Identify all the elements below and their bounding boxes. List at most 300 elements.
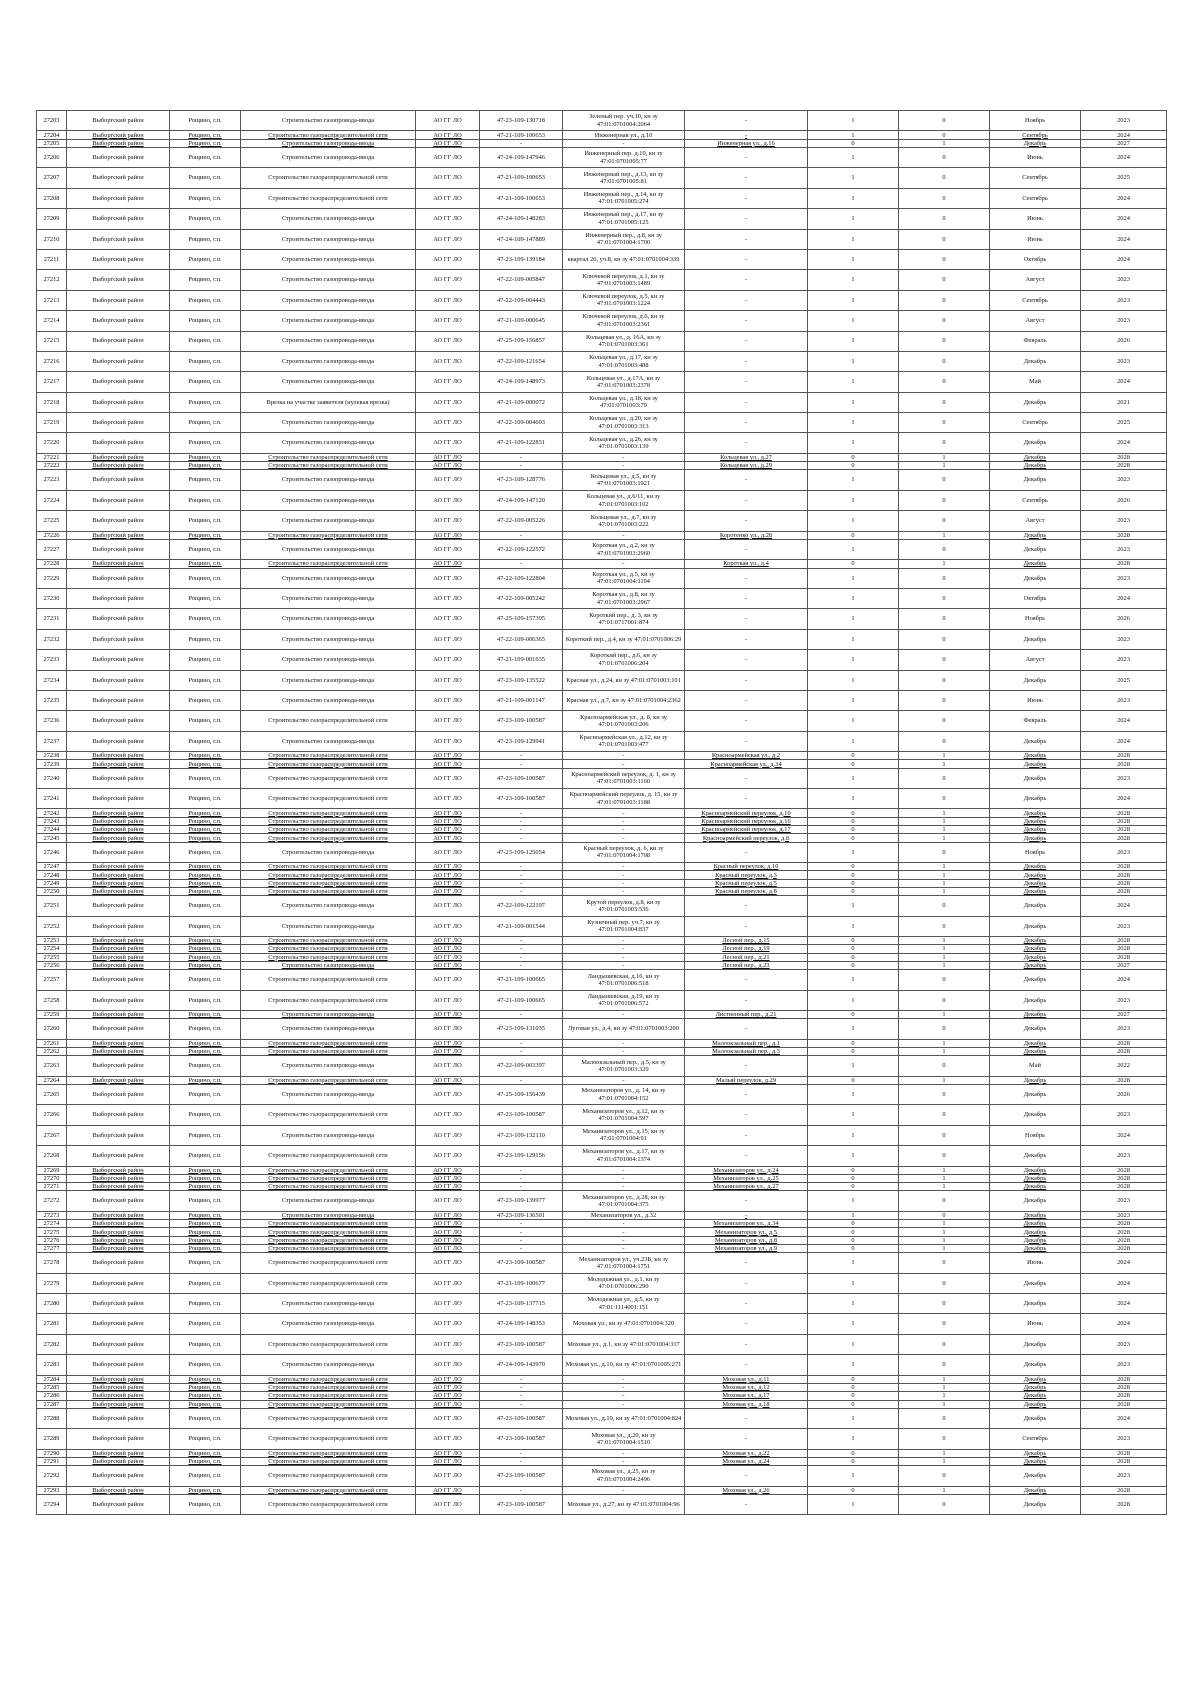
work-type-cell: Строительство газораспределительной сети [241, 1039, 416, 1047]
work-type-cell: Строительство газопровода-ввода [241, 1056, 416, 1076]
count-planned-cell: 1 [899, 531, 990, 539]
count-planned-cell: 1 [899, 1486, 990, 1494]
settlement-cell: Рощино, г.п. [170, 1146, 241, 1166]
district-cell: Выборгский район [67, 970, 170, 990]
organization-cell: АО ГГ ЛО [416, 188, 480, 208]
settlement-cell: Рощино, г.п. [170, 953, 241, 961]
row-number: 27212 [37, 270, 67, 290]
month-cell: Декабрь [990, 453, 1081, 461]
count-planned-cell: 0 [899, 1494, 990, 1514]
organization-cell: АО ГГ ЛО [416, 826, 480, 834]
work-type-cell: Строительство газораспределительной сети [241, 168, 416, 188]
month-cell: Август [990, 650, 1081, 670]
table-row [37, 392, 1167, 412]
count-planned-cell: 0 [899, 1105, 990, 1125]
district-cell: Выборгский район [67, 650, 170, 670]
address-cadastral-cell: Моховая ул., д.25, кн зу 47:01:0701004:2496 [563, 1466, 685, 1486]
planned-address-cell: Лесной пер., д.23 [685, 961, 808, 969]
row-number: 27254 [37, 945, 67, 953]
month-cell: Декабрь [990, 539, 1081, 559]
row-number: 27275 [37, 1228, 67, 1236]
month-cell: Ноябрь [990, 111, 1081, 131]
count-connected-cell: 1 [808, 588, 899, 608]
planned-address-cell: Короткая ул., д.4 [685, 560, 808, 568]
count-planned-cell: 1 [899, 560, 990, 568]
work-type-cell: Строительство газораспределительной сети [241, 760, 416, 768]
district-cell: Выборгский район [67, 1334, 170, 1354]
district-cell: Выборгский район [67, 731, 170, 751]
row-number: 27257 [37, 970, 67, 990]
organization-cell: АО ГГ ЛО [416, 511, 480, 531]
table-row [37, 1105, 1167, 1125]
address-cadastral-cell: Ключевой переулок, д.6, кн зу 47:01:0701003:2361 [563, 311, 685, 331]
planned-address-cell: - [685, 188, 808, 208]
organization-cell: АО ГГ ЛО [416, 1211, 480, 1219]
row-number: 27239 [37, 760, 67, 768]
row-number: 27287 [37, 1400, 67, 1408]
district-cell: Выборгский район [67, 1245, 170, 1253]
district-cell: Выборгский район [67, 834, 170, 842]
count-connected-cell: 1 [808, 1429, 899, 1449]
district-cell: Выборгский район [67, 1253, 170, 1273]
planned-address-cell: - [685, 1429, 808, 1449]
organization-cell: АО ГГ ЛО [416, 1294, 480, 1314]
row-number: 27267 [37, 1125, 67, 1145]
settlement-cell: Рощино, г.п. [170, 560, 241, 568]
row-number: 27228 [37, 560, 67, 568]
work-type-cell: Строительство газопровода-ввода [241, 1355, 416, 1375]
planned-address-cell: Малоокзальный пер., д.3 [685, 1047, 808, 1055]
count-planned-cell: 0 [899, 629, 990, 649]
settlement-cell: Рощино, г.п. [170, 1183, 241, 1191]
organization-cell: АО ГГ ЛО [416, 209, 480, 229]
row-number: 27281 [37, 1314, 67, 1334]
month-cell: Декабрь [990, 568, 1081, 588]
planned-address-cell: - [685, 1084, 808, 1104]
address-cadastral-cell: - [563, 462, 685, 470]
request-number-cell: 47-23-109-136501 [480, 1211, 563, 1219]
row-number: 27268 [37, 1146, 67, 1166]
organization-cell: АО ГГ ЛО [416, 433, 480, 453]
request-number-cell: - [480, 1228, 563, 1236]
table-row [37, 1375, 1167, 1383]
month-cell: Декабрь [990, 1019, 1081, 1039]
settlement-cell: Рощино, г.п. [170, 990, 241, 1010]
table-row [37, 462, 1167, 470]
year-cell: 2023 [1081, 1211, 1167, 1219]
count-connected-cell: 1 [808, 731, 899, 751]
district-cell: Выборгский район [67, 1146, 170, 1166]
row-number: 27294 [37, 1494, 67, 1514]
row-number: 27226 [37, 531, 67, 539]
planned-address-cell: - [685, 789, 808, 809]
year-cell: 2023 [1081, 990, 1167, 1010]
table-row [37, 834, 1167, 842]
organization-cell: АО ГГ ЛО [416, 490, 480, 510]
settlement-cell: Рощино, г.п. [170, 970, 241, 990]
year-cell: 2024 [1081, 433, 1167, 453]
address-cadastral-cell: - [563, 1076, 685, 1084]
district-cell: Выборгский район [67, 331, 170, 351]
work-type-cell: Строительство газораспределительной сети [241, 879, 416, 887]
month-cell: Декабрь [990, 1375, 1081, 1383]
year-cell: 2028 [1081, 1449, 1167, 1457]
work-type-cell: Строительство газопровода-ввода [241, 629, 416, 649]
district-cell: Выборгский район [67, 1355, 170, 1375]
table-row [37, 670, 1167, 690]
count-connected-cell: 1 [808, 331, 899, 351]
planned-address-cell: - [685, 670, 808, 690]
table-row [37, 817, 1167, 825]
month-cell: Декабрь [990, 1166, 1081, 1174]
organization-cell: АО ГГ ЛО [416, 1314, 480, 1334]
table-row [37, 1245, 1167, 1253]
planned-address-cell: Механизаторов ул., д.34 [685, 1220, 808, 1228]
organization-cell: АО ГГ ЛО [416, 1011, 480, 1019]
organization-cell: АО ГГ ЛО [416, 147, 480, 167]
address-cadastral-cell: Молодежная ул., д.5, кн зу 47:01:1114001:151 [563, 1294, 685, 1314]
month-cell: Декабрь [990, 896, 1081, 916]
table-row [37, 961, 1167, 969]
count-connected-cell: 1 [808, 990, 899, 1010]
settlement-cell: Рощино, г.п. [170, 1294, 241, 1314]
organization-cell: АО ГГ ЛО [416, 650, 480, 670]
year-cell: 2023 [1081, 842, 1167, 862]
work-type-cell: Строительство газораспределительной сети [241, 1146, 416, 1166]
district-cell: Выборгский район [67, 568, 170, 588]
request-number-cell: 47-21-109-001635 [480, 650, 563, 670]
planned-address-cell: - [685, 1466, 808, 1486]
year-cell: 2028 [1081, 953, 1167, 961]
request-number-cell: - [480, 1375, 563, 1383]
district-cell: Выборгский район [67, 945, 170, 953]
row-number: 27256 [37, 961, 67, 969]
count-planned-cell: 1 [899, 1174, 990, 1182]
count-planned-cell: 1 [899, 752, 990, 760]
count-connected-cell: 1 [808, 1191, 899, 1211]
work-type-cell: Строительство газораспределительной сети [241, 1273, 416, 1293]
settlement-cell: Рощино, г.п. [170, 568, 241, 588]
settlement-cell: Рощино, г.п. [170, 1429, 241, 1449]
request-number-cell: 47-24-109-147946 [480, 147, 563, 167]
table-row [37, 731, 1167, 751]
settlement-cell: Рощино, г.п. [170, 690, 241, 710]
address-cadastral-cell: Ландышевская, д.19, кн зу 47:01:0701006:572 [563, 990, 685, 1010]
district-cell: Выборгский район [67, 311, 170, 331]
address-cadastral-cell: Инженерный пер., д.14, кн зу 47:01:0701005:274 [563, 188, 685, 208]
year-cell: 2023 [1081, 1355, 1167, 1375]
request-number-cell: 47-23-109-100587 [480, 1408, 563, 1428]
count-planned-cell: 1 [899, 937, 990, 945]
month-cell: Декабрь [990, 760, 1081, 768]
settlement-cell: Рощино, г.п. [170, 760, 241, 768]
count-planned-cell: 0 [899, 539, 990, 559]
row-number: 27259 [37, 1011, 67, 1019]
month-cell: Май [990, 372, 1081, 392]
table-row [37, 1211, 1167, 1219]
table-row [37, 147, 1167, 167]
settlement-cell: Рощино, г.п. [170, 1019, 241, 1039]
planned-address-cell: - [685, 896, 808, 916]
planned-address-cell: - [685, 1105, 808, 1125]
address-cadastral-cell: Моховая ул., д.1, кн зу 47:01:0701004:317 [563, 1334, 685, 1354]
row-number: 27264 [37, 1076, 67, 1084]
planned-address-cell: Красный переулок, д.8 [685, 887, 808, 895]
work-type-cell: Строительство газопровода-ввода [241, 1294, 416, 1314]
month-cell: Июнь [990, 209, 1081, 229]
organization-cell: АО ГГ ЛО [416, 331, 480, 351]
work-type-cell: Строительство газораспределительной сети [241, 560, 416, 568]
month-cell: Декабрь [990, 433, 1081, 453]
count-planned-cell: 0 [899, 690, 990, 710]
request-number-cell: - [480, 462, 563, 470]
district-cell: Выборгский район [67, 351, 170, 371]
district-cell: Выборгский район [67, 1408, 170, 1428]
year-cell: 2027 [1081, 1011, 1167, 1019]
count-planned-cell: 0 [899, 249, 990, 269]
planned-address-cell: - [685, 249, 808, 269]
planned-address-cell: - [685, 1408, 808, 1428]
month-cell: Декабрь [990, 1457, 1081, 1465]
organization-cell: АО ГГ ЛО [416, 413, 480, 433]
table-row [37, 1191, 1167, 1211]
address-cadastral-cell: - [563, 937, 685, 945]
year-cell: 2028 [1081, 1383, 1167, 1391]
planned-address-cell: - [685, 392, 808, 412]
count-planned-cell: 0 [899, 588, 990, 608]
count-connected-cell: 0 [808, 1183, 899, 1191]
year-cell: 2023 [1081, 1019, 1167, 1039]
count-connected-cell: 0 [808, 953, 899, 961]
work-type-cell: Строительство газопровода-ввода [241, 111, 416, 131]
request-number-cell: 47-23-109-100587 [480, 1253, 563, 1273]
address-cadastral-cell: Моховая ул., кн зу 47:01:0701004:320 [563, 1314, 685, 1334]
settlement-cell: Рощино, г.п. [170, 842, 241, 862]
count-connected-cell: 1 [808, 1019, 899, 1039]
organization-cell: АО ГГ ЛО [416, 1245, 480, 1253]
row-number: 27252 [37, 916, 67, 936]
table-row [37, 937, 1167, 945]
row-number: 27283 [37, 1355, 67, 1375]
request-number-cell: - [480, 809, 563, 817]
planned-address-cell: - [685, 1019, 808, 1039]
district-cell: Выборгский район [67, 1125, 170, 1145]
request-number-cell: 47-22-109-005847 [480, 270, 563, 290]
request-number-cell: 47-23-109-137715 [480, 1294, 563, 1314]
request-number-cell: 47-22-109-122572 [480, 539, 563, 559]
request-number-cell: 47-24-109-143970 [480, 1355, 563, 1375]
table-row [37, 1334, 1167, 1354]
settlement-cell: Рощино, г.п. [170, 1125, 241, 1145]
month-cell: Декабрь [990, 879, 1081, 887]
count-planned-cell: 1 [899, 139, 990, 147]
year-cell: 2028 [1081, 1039, 1167, 1047]
request-number-cell: 47-23-109-100587 [480, 1429, 563, 1449]
year-cell: 2028 [1081, 1245, 1167, 1253]
row-number: 27221 [37, 453, 67, 461]
table-row [37, 168, 1167, 188]
request-number-cell: 47-23-109-128776 [480, 470, 563, 490]
request-number-cell: 47-23-109-129941 [480, 731, 563, 751]
year-cell: 2028 [1081, 560, 1167, 568]
year-cell: 2023 [1081, 539, 1167, 559]
row-number: 27216 [37, 351, 67, 371]
district-cell: Выборгский район [67, 809, 170, 817]
count-connected-cell: 0 [808, 462, 899, 470]
work-type-cell: Строительство газораспределительной сети [241, 1047, 416, 1055]
count-planned-cell: 1 [899, 961, 990, 969]
count-planned-cell: 0 [899, 433, 990, 453]
table-row [37, 1183, 1167, 1191]
request-number-cell: 47-23-109-100587 [480, 1466, 563, 1486]
district-cell: Выборгский район [67, 147, 170, 167]
work-type-cell: Строительство газораспределительной сети [241, 1228, 416, 1236]
organization-cell: АО ГГ ЛО [416, 945, 480, 953]
district-cell: Выборгский район [67, 490, 170, 510]
work-type-cell: Строительство газораспределительной сети [241, 871, 416, 879]
count-planned-cell: 0 [899, 1191, 990, 1211]
organization-cell: АО ГГ ЛО [416, 670, 480, 690]
month-cell: Декабрь [990, 1449, 1081, 1457]
table-row [37, 433, 1167, 453]
address-cadastral-cell: Кольцевая ул., д.20, кн зу 47:01:0701003:313 [563, 413, 685, 433]
planned-address-cell: - [685, 1494, 808, 1514]
address-cadastral-cell: Моховая ул., д.20, кн зу 47:01:0701004:1510 [563, 1429, 685, 1449]
work-type-cell: Строительство газопровода-ввода [241, 731, 416, 751]
planned-address-cell: - [685, 588, 808, 608]
count-planned-cell: 0 [899, 1294, 990, 1314]
table-row [37, 560, 1167, 568]
year-cell: 2024 [1081, 1253, 1167, 1273]
district-cell: Выборгский район [67, 961, 170, 969]
row-number: 27258 [37, 990, 67, 1010]
address-cadastral-cell: - [563, 1400, 685, 1408]
address-cadastral-cell: Короткая ул., д.8, кн зу 47:01:0701003:2967 [563, 588, 685, 608]
work-type-cell: Строительство газораспределительной сети [241, 1105, 416, 1125]
count-connected-cell: 1 [808, 1146, 899, 1166]
table-row [37, 1253, 1167, 1273]
count-planned-cell: 1 [899, 1449, 990, 1457]
count-planned-cell: 0 [899, 650, 990, 670]
table-row [37, 131, 1167, 139]
planned-address-cell: Красноармейский переулок, д.8 [685, 834, 808, 842]
count-connected-cell: 0 [808, 826, 899, 834]
work-type-cell: Строительство газораспределительной сети [241, 453, 416, 461]
month-cell: Декабрь [990, 961, 1081, 969]
table-row [37, 1019, 1167, 1039]
organization-cell: АО ГГ ЛО [416, 539, 480, 559]
address-cadastral-cell: Кольцевая ул., д.5, кн зу 47:01:0701003:1921 [563, 470, 685, 490]
count-planned-cell: 1 [899, 1076, 990, 1084]
address-cadastral-cell: - [563, 863, 685, 871]
row-number: 27209 [37, 209, 67, 229]
table-row [37, 760, 1167, 768]
planned-address-cell: - [685, 1273, 808, 1293]
row-number: 27289 [37, 1429, 67, 1449]
table-row [37, 331, 1167, 351]
settlement-cell: Рощино, г.п. [170, 209, 241, 229]
district-cell: Выборгский район [67, 168, 170, 188]
work-type-cell: Строительство газораспределительной сети [241, 953, 416, 961]
table-row [37, 351, 1167, 371]
organization-cell: АО ГГ ЛО [416, 1375, 480, 1383]
table-row [37, 249, 1167, 269]
year-cell: 2024 [1081, 588, 1167, 608]
organization-cell: АО ГГ ЛО [416, 1400, 480, 1408]
address-cadastral-cell: Кольцевая ул., д.7, кн зу 47:01:0701003:222 [563, 511, 685, 531]
row-number: 27236 [37, 711, 67, 731]
count-connected-cell: 0 [808, 1375, 899, 1383]
count-connected-cell: 0 [808, 760, 899, 768]
work-type-cell: Строительство газопровода-ввода [241, 650, 416, 670]
request-number-cell: 47-21-109-100653 [480, 168, 563, 188]
settlement-cell: Рощино, г.п. [170, 331, 241, 351]
month-cell: Июнь [990, 1314, 1081, 1334]
planned-address-cell: Механизаторов ул., д.24 [685, 1166, 808, 1174]
district-cell: Выборгский район [67, 1429, 170, 1449]
table-row [37, 896, 1167, 916]
table-row [37, 188, 1167, 208]
count-connected-cell: 0 [808, 1166, 899, 1174]
planned-address-cell: - [685, 1253, 808, 1273]
row-number: 27249 [37, 879, 67, 887]
request-number-cell: 47-21-109-001544 [480, 916, 563, 936]
settlement-cell: Рощино, г.п. [170, 111, 241, 131]
address-cadastral-cell: - [563, 879, 685, 887]
planned-address-cell: Красный переулок, д.3 [685, 871, 808, 879]
organization-cell: АО ГГ ЛО [416, 916, 480, 936]
plan-table-sheet [36, 110, 1167, 1515]
count-connected-cell: 1 [808, 433, 899, 453]
planned-address-cell: - [685, 433, 808, 453]
work-type-cell: Строительство газораспределительной сети [241, 1392, 416, 1400]
count-planned-cell: 0 [899, 990, 990, 1010]
district-cell: Выборгский район [67, 760, 170, 768]
request-number-cell: - [480, 1183, 563, 1191]
table-row [37, 1047, 1167, 1055]
district-cell: Выборгский район [67, 188, 170, 208]
settlement-cell: Рощино, г.п. [170, 433, 241, 453]
district-cell: Выборгский район [67, 1392, 170, 1400]
address-cadastral-cell: - [563, 953, 685, 961]
month-cell: Ноябрь [990, 609, 1081, 629]
year-cell: 2028 [1081, 1047, 1167, 1055]
address-cadastral-cell: Инженерный пер., д.13, кн зу 47:01:0701005:81 [563, 168, 685, 188]
row-number: 27241 [37, 789, 67, 809]
month-cell: Декабрь [990, 1220, 1081, 1228]
month-cell: Декабрь [990, 809, 1081, 817]
count-planned-cell: 1 [899, 760, 990, 768]
address-cadastral-cell: Моховая ул., д.10, кн зу 47:01:0701005:271 [563, 1355, 685, 1375]
table-row [37, 711, 1167, 731]
planned-address-cell: - [685, 568, 808, 588]
table-row [37, 826, 1167, 834]
district-cell: Выборгский район [67, 1019, 170, 1039]
table-row [37, 1457, 1167, 1465]
month-cell: Октябрь [990, 249, 1081, 269]
district-cell: Выборгский район [67, 1228, 170, 1236]
address-cadastral-cell: Красный переулок, д. 6, кн зу 47:01:0701004:1708 [563, 842, 685, 862]
row-number: 27222 [37, 462, 67, 470]
organization-cell: АО ГГ ЛО [416, 834, 480, 842]
count-planned-cell: 0 [899, 188, 990, 208]
address-cadastral-cell: Красноармейский переулок, д. 1, кн зу 47:01:0701003:1160 [563, 768, 685, 788]
count-planned-cell: 0 [899, 470, 990, 490]
count-connected-cell: 1 [808, 249, 899, 269]
settlement-cell: Рощино, г.п. [170, 879, 241, 887]
district-cell: Выборгский район [67, 392, 170, 412]
request-number-cell: - [480, 1220, 563, 1228]
